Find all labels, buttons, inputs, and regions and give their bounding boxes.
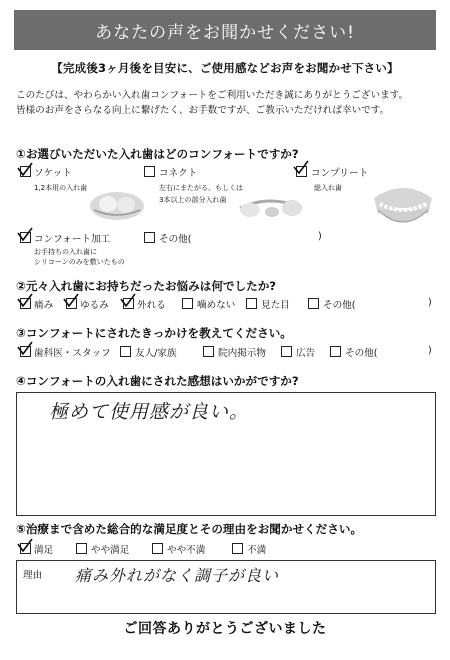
q1-note-connect-2: 3本以上の部分入れ歯 <box>159 196 227 204</box>
q5-option-somewhat-dissatisfied: やや不満 <box>167 545 206 556</box>
q1-note-socket: 1,2本用の入れ歯 <box>34 184 88 192</box>
check-mark-icon <box>120 293 136 307</box>
q5-question: ⑤治療まで含めた総合的な満足度とその理由をお聞かせください。 <box>16 522 363 536</box>
q2-other-close: ) <box>428 297 432 308</box>
q1-note-comfort-2: シリコーンのみを敷いたもの <box>34 258 125 266</box>
check-mark-icon <box>17 162 33 176</box>
q4-question: ④コンフォートの入れ歯にされた感想はいかがですか? <box>16 374 299 388</box>
check-mark-icon <box>17 538 33 552</box>
q1-other-close: ) <box>318 231 322 242</box>
q5-reason-label: 理由 <box>23 570 43 581</box>
q2-checkbox-appearance[interactable] <box>246 298 257 309</box>
q3-option-dentist-staff: 歯科医・スタッフ <box>34 348 111 359</box>
q2-option-loose: ゆるみ <box>80 300 109 311</box>
q3-option-friend-family: 友人/家族 <box>135 348 177 359</box>
q1-option-other: その他( <box>159 234 192 245</box>
q5-handwritten-reason: 痛み外れがなく調子が良い <box>75 566 280 585</box>
q3-other-close: ) <box>428 345 432 356</box>
denture-complete-photo <box>368 180 438 232</box>
q2-option-other: その他( <box>323 300 356 311</box>
q3-checkbox-advertisement[interactable] <box>281 346 292 357</box>
q5-option-dissatisfied: 不満 <box>247 545 267 556</box>
q1-question: ①お選びいただいた入れ歯はどのコンフォートですか? <box>16 147 299 161</box>
subtitle: 【完成後3ヶ月後を目安に、ご使用感などお声をお聞かせ下さい】 <box>51 61 399 75</box>
closing-message: ご回答ありがとうございました <box>123 621 327 637</box>
q1-note-connect-1: 左右にまたがる、もしくは <box>159 184 243 192</box>
q5-reason-box[interactable] <box>16 560 436 614</box>
q1-checkbox-other[interactable] <box>144 232 155 243</box>
intro-line-1: このたびは、やわらかい入れ歯コンフォートをご利用いただき誠にありがとうございます。 <box>16 90 409 101</box>
check-mark-icon <box>17 341 33 355</box>
q1-note-comfort-1: お手持ちの入れ歯に <box>34 248 97 256</box>
page-title: あなたの声をお聞かせください! <box>95 22 355 43</box>
check-mark-icon <box>17 293 33 307</box>
page-title-banner <box>14 10 436 50</box>
q1-option-complete: コンプリート <box>311 168 369 179</box>
q3-checkbox-other[interactable] <box>330 346 341 357</box>
q3-question: ③コンフォートにされたきっかけを教えてください。 <box>16 326 292 340</box>
intro-line-2: 皆様のお声をさらなる向上に繋げたく、お手数ですが、ご教示いただければ幸いです。 <box>16 105 390 116</box>
q3-option-clinic-posting: 院内掲示物 <box>218 348 266 359</box>
q1-checkbox-connect[interactable] <box>144 166 155 177</box>
denture-connect-photo <box>236 190 306 222</box>
q3-option-advertisement: 広告 <box>296 348 316 359</box>
q2-option-cannot-chew: 噛めない <box>197 300 236 311</box>
check-mark-icon <box>63 293 79 307</box>
q2-checkbox-cannot-chew[interactable] <box>182 298 193 309</box>
denture-socket-photo <box>88 188 146 222</box>
q5-checkbox-somewhat-satisfied[interactable] <box>76 543 87 554</box>
q1-option-comfort-processing: コンフォート加工 <box>34 234 111 245</box>
q2-option-pain: 痛み <box>34 300 54 311</box>
check-mark-icon <box>293 160 309 174</box>
q3-option-other: その他( <box>345 348 378 359</box>
q2-option-appearance: 見た目 <box>261 300 290 311</box>
q1-option-connect: コネクト <box>159 168 198 179</box>
q2-checkbox-other[interactable] <box>308 298 319 309</box>
check-mark-icon <box>17 227 33 241</box>
q4-handwritten-answer: 極めて使用感が良い。 <box>49 401 250 423</box>
q2-option-falls-out: 外れる <box>137 300 166 311</box>
q1-note-complete: 総入れ歯 <box>314 184 342 192</box>
q5-option-somewhat-satisfied: やや満足 <box>91 545 130 556</box>
q5-checkbox-dissatisfied[interactable] <box>232 543 243 554</box>
q4-answer-box[interactable] <box>16 392 436 516</box>
q5-option-satisfied: 満足 <box>34 545 54 556</box>
q3-checkbox-clinic-posting[interactable] <box>203 346 214 357</box>
q1-option-socket: ソケット <box>34 168 72 179</box>
q5-checkbox-somewhat-dissatisfied[interactable] <box>152 543 163 554</box>
q3-checkbox-friend-family[interactable] <box>120 346 131 357</box>
intro-text <box>16 88 436 118</box>
q2-question: ②元々入れ歯にお持ちだったお悩みは何でしたか? <box>16 279 277 293</box>
